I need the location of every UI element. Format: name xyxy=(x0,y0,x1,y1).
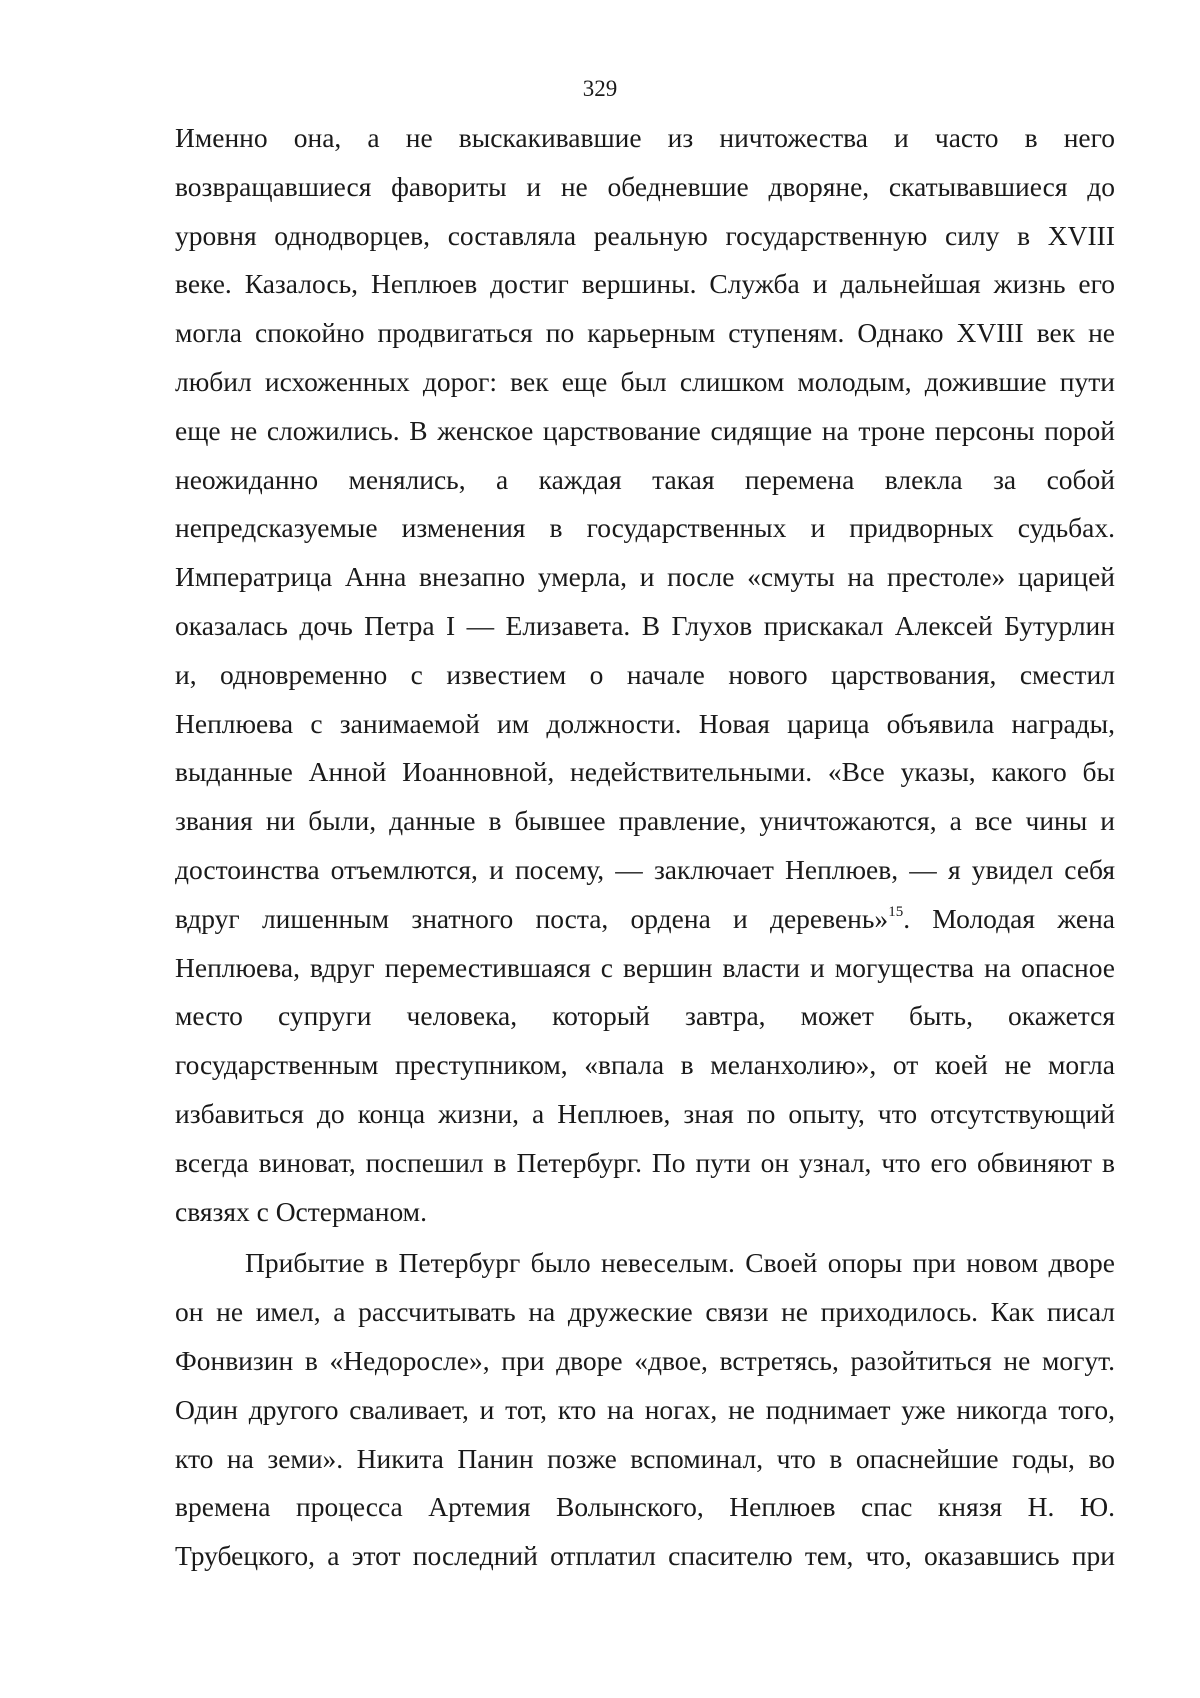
body-text xyxy=(175,114,1115,1581)
text-line: уровня однодворцев, составляла реальную государственную силу в XVIII xyxy=(175,219,1115,251)
text-line: достоинства отъемлются, и посему, — заключает Неплюев, — я увидел себя xyxy=(175,853,1115,885)
text-fragment: . Молодая жена xyxy=(903,902,1116,934)
paragraph-last-line: связях с Остерманом. xyxy=(175,1195,427,1227)
text-line: и, одновременно с известием о начале нового царствования, сместил xyxy=(175,658,1115,690)
text-fragment: вдруг лишенным знатного поста, ордена и деревень» xyxy=(175,902,889,934)
text-line: Именно она, а не выскакивавшие из ничтожества и часто в него xyxy=(175,122,1115,153)
text-line: еще не сложились. В женское царствование сидящие на троне персоны порой xyxy=(175,414,1115,446)
text-line-with-footnote xyxy=(175,895,1115,944)
text-line: Неплюева с занимаемой им должности. Новая царица объявила награды, xyxy=(175,707,1115,739)
text-line: могла спокойно продвигаться по карьерным ступеням. Однако XVIII век не xyxy=(175,317,1115,349)
text-line: веке. Казалось, Неплюев достиг вершины. Служба и дальнейшая жизнь его xyxy=(175,268,1115,300)
text-line: он не имел, а рассчитывать на дружеские связи не приходилось. Как писал xyxy=(175,1296,1115,1328)
text-line: неожиданно менялись, а каждая такая перемена влекла за собой xyxy=(175,463,1115,495)
text-line: место супруги человека, который завтра, может быть, окажется xyxy=(175,1000,1115,1032)
footnote-marker: 15 xyxy=(888,903,904,920)
text-line: звания ни были, данные в бывшее правление, уничтожаются, а все чины и xyxy=(175,805,1115,837)
text-line: Неплюева, вдруг переместившаяся с вершин власти и могущества на опасное xyxy=(175,951,1115,983)
text-line: непредсказуемые изменения в государственных и придворных судьбах. xyxy=(175,512,1115,544)
text-line: выданные Анной Иоанновной, недействительными. «Все указы, какого бы xyxy=(175,756,1115,788)
text-line: Императрица Анна внезапно умерла, и после «смуты на престоле» царицей xyxy=(175,561,1115,593)
text-line: всегда виноват, поспешил в Петербург. По пути он узнал, что его обвиняют в xyxy=(175,1146,1115,1178)
text-line: времена процесса Артемия Волынского, Неплюев спас князя Н. Ю. xyxy=(175,1491,1115,1523)
text-line: избавиться до конца жизни, а Неплюев, зная по опыту, что отсутствующий xyxy=(175,1097,1115,1129)
text-line: Фонвизин в «Недоросле», при дворе «двое, встретясь, разойтиться не могут. xyxy=(175,1344,1115,1376)
page-number: 329 xyxy=(582,76,618,101)
text-line: Трубецкого, а этот последний отплатил спасителю тем, что, оказавшись при xyxy=(175,1540,1115,1572)
text-line: государственным преступником, «впала в меланхолию», от коей не могла xyxy=(175,1049,1115,1081)
text-line: любил исхоженных дорог: век еще был слишком молодым, дожившие пути xyxy=(175,365,1115,397)
text-line: оказалась дочь Петра I — Елизавета. В Глухов прискакал Алексей Бутурлин xyxy=(175,609,1115,641)
text-line: кто на земи». Никита Панин позже вспоминал, что в опаснейшие годы, во xyxy=(175,1442,1115,1474)
text-line: возвращавшиеся фавориты и не обедневшие дворяне, скатывавшиеся до xyxy=(175,170,1115,202)
text-line: Один другого сваливает, и тот, кто на ногах, не поднимает уже никогда того, xyxy=(175,1393,1115,1425)
paragraph-first-line: Прибытие в Петербург было невеселым. Своей опоры при новом дворе xyxy=(245,1247,1115,1279)
